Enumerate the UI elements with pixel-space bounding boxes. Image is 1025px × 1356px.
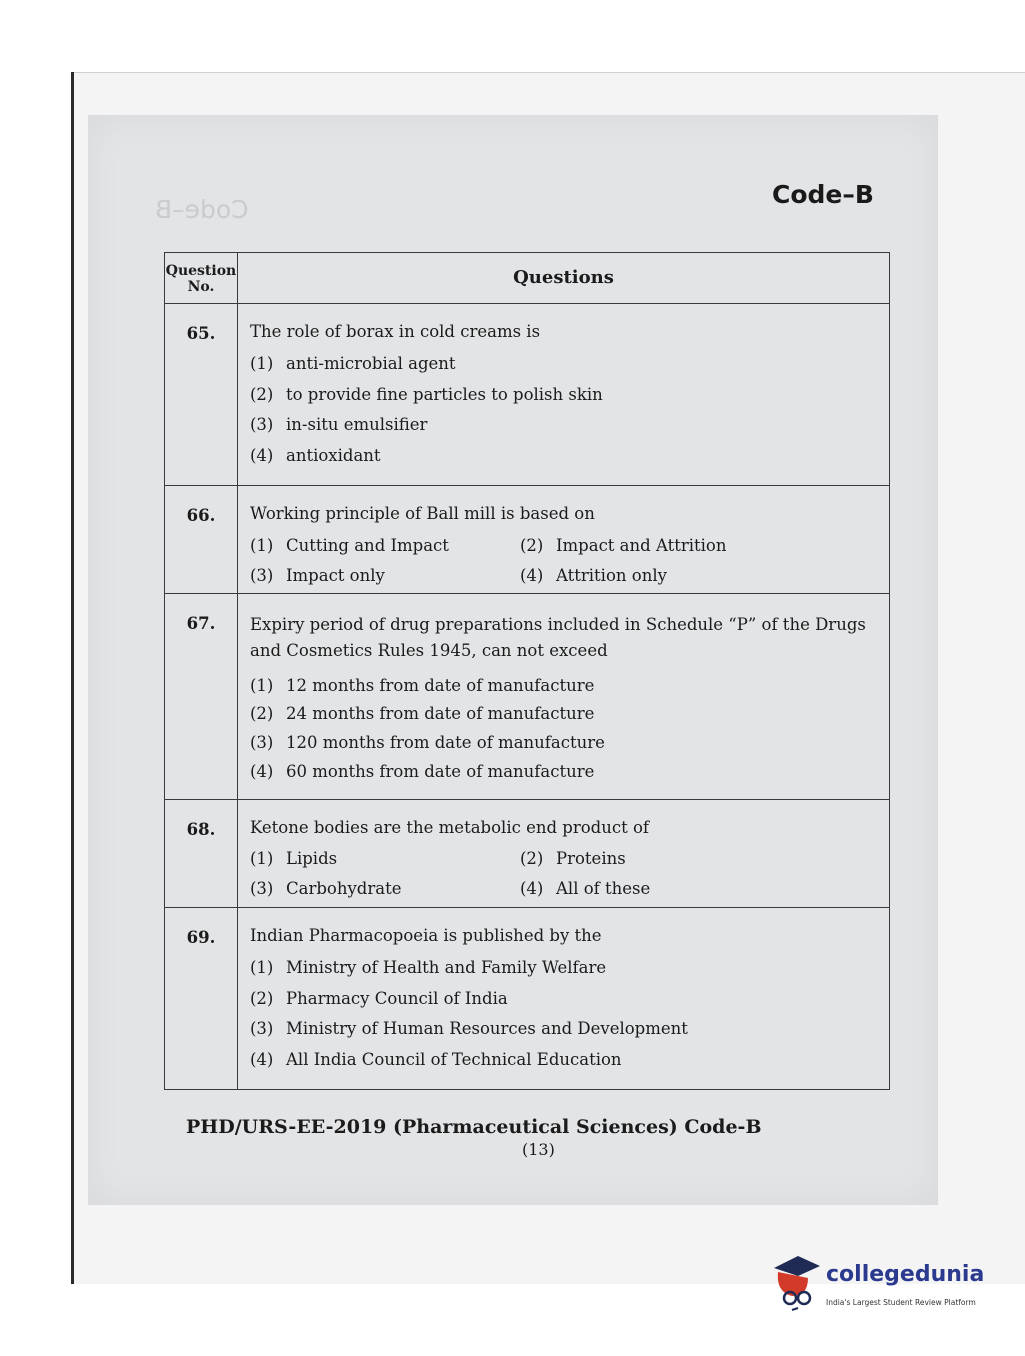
- option-number: (2): [250, 704, 274, 724]
- option: [250, 1019, 879, 1039]
- question-stem: Working principle of Ball mill is based on: [250, 503, 595, 523]
- question-row: [165, 799, 890, 907]
- scan-border-left: [71, 72, 74, 1284]
- question-body: [238, 908, 890, 1090]
- question-row: [165, 594, 890, 799]
- options-grid: [250, 536, 879, 586]
- question-stem: The role of borax in cold creams is: [250, 322, 541, 341]
- option: [250, 704, 879, 724]
- option-text: anti-microbial agent: [286, 353, 456, 373]
- option-text: in-situ emulsifier: [286, 415, 428, 435]
- option-number: (2): [250, 988, 274, 1008]
- table-header-row: [165, 253, 890, 304]
- option-number: (2): [520, 535, 544, 555]
- option-text: to provide fine particles to polish skin: [286, 384, 603, 404]
- option-text: Impact and Attrition: [556, 535, 727, 555]
- bleed-through-code: Code–B: [155, 195, 249, 224]
- option-number: (4): [520, 879, 544, 899]
- exam-footer: PHD/URS-EE-2019 (Pharmaceutical Sciences) Code-B: [186, 1116, 762, 1138]
- option-text: antioxidant: [286, 446, 381, 466]
- question-row: [165, 304, 890, 486]
- option: [250, 385, 879, 405]
- option: [520, 566, 780, 586]
- question-number: 66.: [165, 485, 238, 593]
- option-text: Proteins: [556, 849, 626, 869]
- option: [250, 354, 879, 374]
- option-number: (4): [250, 446, 274, 466]
- option: [520, 849, 780, 869]
- brand-tagline: India's Largest Student Review Platform: [826, 1298, 976, 1307]
- question-body: [238, 485, 890, 593]
- option-text: 12 months from date of manufacture: [286, 675, 595, 695]
- option-text: 120 months from date of manufacture: [286, 733, 605, 753]
- question-row: [165, 908, 890, 1090]
- option-text: Cutting and Impact: [286, 535, 449, 555]
- questions-header: Questions: [238, 253, 890, 304]
- option-number: (1): [250, 353, 274, 373]
- question-stem: Expiry period of drug preparations included in Schedule “P” of the Drugs and Cosmetics Rules 1945, can not exceed: [250, 615, 866, 660]
- brand-name: collegedunia: [826, 1262, 985, 1287]
- option-number: (4): [250, 761, 274, 781]
- option-text: Ministry of Health and Family Welfare: [286, 957, 607, 977]
- option-text: Lipids: [286, 849, 338, 869]
- question-stem: Indian Pharmacopoeia is published by the: [250, 926, 602, 946]
- option: [250, 762, 879, 782]
- student-mascot-icon: [768, 1248, 824, 1314]
- option: [250, 1050, 879, 1070]
- option-number: (3): [250, 879, 274, 899]
- option-text: Impact only: [286, 565, 385, 585]
- page-number: (13): [522, 1140, 555, 1159]
- option: [250, 676, 879, 696]
- question-body: [238, 304, 890, 486]
- option: [250, 849, 520, 869]
- option-number: (2): [250, 384, 274, 404]
- option: [250, 733, 879, 753]
- option: [520, 536, 780, 556]
- option: [250, 879, 520, 899]
- option-number: (3): [250, 1019, 274, 1039]
- option: [250, 446, 879, 466]
- option-number: (1): [250, 957, 274, 977]
- option-text: Ministry of Human Resources and Development: [286, 1019, 688, 1039]
- option-number: (4): [250, 1050, 274, 1070]
- option: [250, 958, 879, 978]
- option: [250, 536, 520, 556]
- options-grid: [250, 849, 879, 899]
- option-text: Pharmacy Council of India: [286, 988, 508, 1008]
- option-text: 60 months from date of manufacture: [286, 761, 595, 781]
- option-number: (1): [250, 849, 274, 869]
- option-text: 24 months from date of manufacture: [286, 704, 595, 724]
- option: [250, 566, 520, 586]
- option-number: (1): [250, 675, 274, 695]
- option-number: (3): [250, 415, 274, 435]
- question-number: 67.: [165, 594, 238, 799]
- option-text: Attrition only: [556, 565, 667, 585]
- option-number: (4): [520, 565, 544, 585]
- option: [520, 879, 780, 899]
- option-number: (1): [250, 535, 274, 555]
- option-text: All of these: [556, 879, 651, 899]
- option-text: Carbohydrate: [286, 879, 402, 899]
- question-body: [238, 799, 890, 907]
- question-number: 69.: [165, 908, 238, 1090]
- question-no-header: Question No.: [165, 253, 238, 304]
- question-row: [165, 485, 890, 593]
- option-number: (3): [250, 733, 274, 753]
- brand-watermark: [768, 1248, 998, 1318]
- option: [250, 989, 879, 1009]
- question-body: [238, 594, 890, 799]
- question-number: 65.: [165, 304, 238, 486]
- question-table: [164, 252, 890, 1090]
- paper-code: Code–B: [772, 180, 874, 209]
- question-stem: Ketone bodies are the metabolic end product of: [250, 817, 650, 837]
- option-number: (2): [520, 849, 544, 869]
- question-number: 68.: [165, 799, 238, 907]
- option-text: All India Council of Technical Education: [286, 1050, 622, 1070]
- option: [250, 415, 879, 435]
- option-number: (3): [250, 565, 274, 585]
